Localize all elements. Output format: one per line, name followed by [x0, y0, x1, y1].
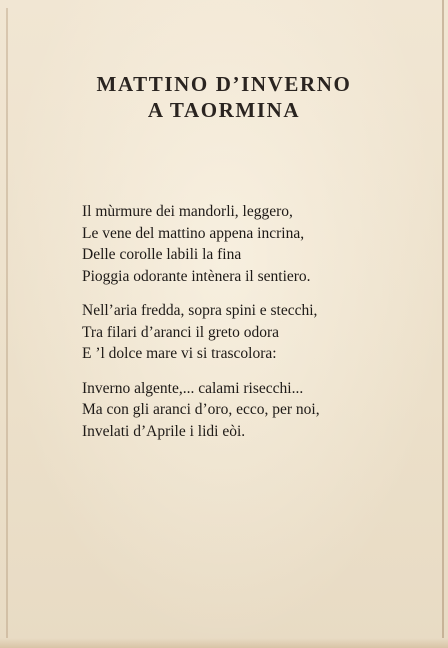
poem-title-line-2: A TAORMINA	[147, 98, 301, 122]
verse-line: Invelati d’Aprile i lidi eòi.	[82, 422, 246, 440]
verse-line: Delle corolle labili la fina	[82, 246, 242, 263]
verse-line: Nell’aria fredda, sopra spini e stecchi,	[82, 302, 318, 319]
verse-line: Le vene del mattino appena incrina,	[82, 224, 305, 242]
verse-line: Tra filari d’aranci il greto odora	[82, 323, 279, 341]
verse-line: Inverno algente,... calami risecchi...	[82, 379, 304, 397]
stanza-2	[82, 300, 422, 365]
stanza-1	[82, 201, 422, 287]
poem-body	[82, 201, 422, 455]
page-bottom-edge	[0, 638, 448, 648]
stanza-3	[82, 378, 422, 443]
verse-line: Ma con gli aranci d’oro, ecco, per noi,	[82, 401, 320, 418]
poem-title-line-1: MATTINO D’INVERNO	[96, 72, 352, 96]
verse-line: E ’l dolce mare vi si trascolora:	[82, 345, 277, 362]
verse-line: Il mùrmure dei mandorli, leggero,	[82, 203, 293, 220]
verse-line: Pioggia odorante intènera il sentiero.	[82, 267, 311, 285]
